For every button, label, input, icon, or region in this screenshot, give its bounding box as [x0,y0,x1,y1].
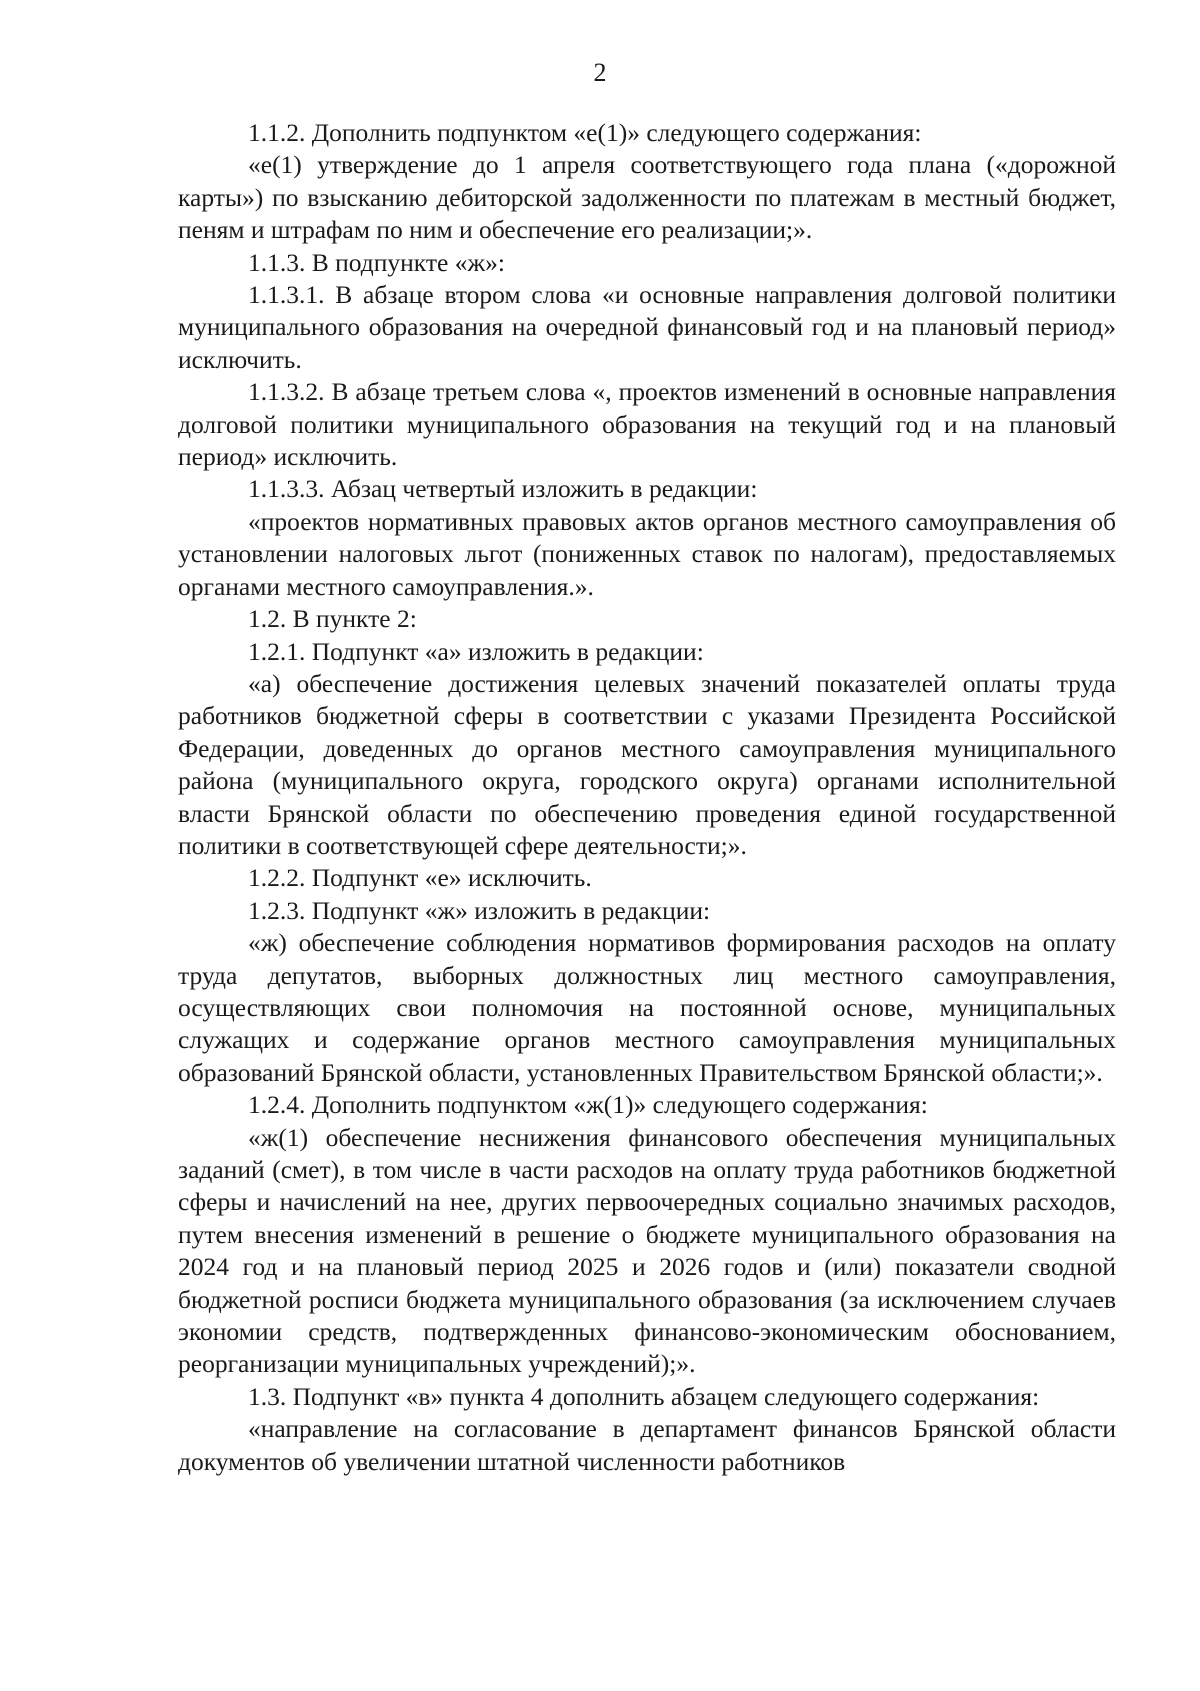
page-number: 2 [593,58,607,87]
paragraph-subpoint-zh1-text: «ж(1) обеспечение неснижения финансового обеспечения муниципальных заданий (смет), в том числе в части расходов на оплату труда работников бюджетной сферы и начислений на нее, других первоочередных социально значимых расходов, путем внесения изменений в решение о бюджете муниципального образования на 2024 год и на плановый период 2025 и 2026 годов и (или) показатели сводной бюджетной росписи бюджета муниципального образования (за исключением случаев экономии средств, подтвержденных финансово-экономическим обоснованием, реорганизации муниципальных учреждений);». [178,1122,1116,1379]
document-body [178,117,1116,1478]
paragraph-1-1-3: 1.1.3. В подпункте «ж»: [248,247,505,277]
paragraph-1-2-1: 1.2.1. Подпункт «а» изложить в редакции: [248,636,704,666]
paragraph-subpoint-a-text: «а) обеспечение достижения целевых значений показателей оплаты труда работников бюджетной сферы в соответствии с указами Президента Российской Федерации, доведенных до органов местного самоуправления муниципального района (муниципального округа, городского округа) органами исполнительной власти Брянской области по обеспечению проведения единой государственной политики в соответствующей сфере деятельности;». [178,668,1116,860]
paragraph-1-1-3-2: 1.1.3.2. В абзаце третьем слова «, проектов изменений в основные направления долговой политики муниципального образования на текущий год и на плановый период» исключить. [178,377,1116,472]
paragraph-1-2-3: 1.2.3. Подпункт «ж» изложить в редакции: [248,895,711,925]
paragraph-1-1-2: 1.1.2. Дополнить подпунктом «е(1)» следующего содержания: [248,118,922,147]
paragraph-1-2-2: 1.2.2. Подпункт «е» исключить. [248,863,592,893]
paragraph-subpoint-zh-text: «ж) обеспечение соблюдения нормативов формирования расходов на оплату труда депутатов, выборных должностных лиц местного самоуправления, осуществляющих свои полномочия на постоянной основе, муниципальных служащих и содержание органов местного самоуправления муниципальных образований Брянской области, установленных Правительством Брянской области;». [178,928,1116,1087]
paragraph-1-2: 1.2. В пункте 2: [248,604,417,634]
paragraph-subpoint-v-text: «направление на согласование в департамент финансов Брянской области документов об увеличении штатной численности работников [178,1414,1116,1476]
paragraph-1-1-3-1: 1.1.3.1. В абзаце втором слова «и основные направления долговой политики муниципального образования на очередной финансовый год и на плановый период» исключить. [178,280,1116,374]
paragraph-1-1-3-3: 1.1.3.3. Абзац четвертый изложить в редакции: [248,474,758,504]
paragraph-subpoint-e1-text: «е(1) утверждение до 1 апреля соответствующего года плана («дорожной карты») по взысканию дебиторской задолженности по платежам в местный бюджет, пеням и штрафам по ним и обеспечение его реализации;». [178,150,1116,245]
paragraph-1-3: 1.3. Подпункт «в» пункта 4 дополнить абзацем следующего содержания: [248,1381,1040,1411]
paragraph-abzac-4-text: «проектов нормативных правовых актов органов местного самоуправления об установлении налоговых льгот (пониженных ставок по налогам), предоставляемых органами местного самоуправления.». [178,506,1116,601]
paragraph-1-2-4: 1.2.4. Дополнить подпунктом «ж(1)» следующего содержания: [248,1090,928,1120]
